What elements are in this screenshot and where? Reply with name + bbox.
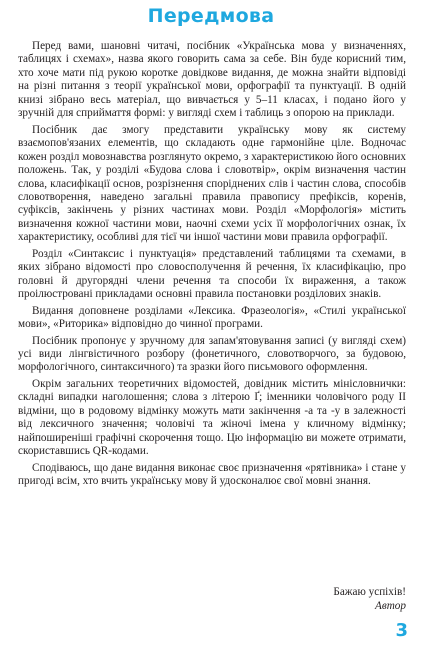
paragraph: Окрім загальних теоретичних відомостей, довідник містить мінісловнички: складні випадки наголошення; слова з літерою Ґ; іменники чоловічого роду ІІ відміни, що в родовому відмінку можуть мати закінчення -а та -у в залежності від лексичного значення; чоловічі та жіночі імена у кличному відмінку; найпоширеніші графічні скорочення тощо. Цю інформацію ви можете отримати, скориставшись QR-кодами. xyxy=(18,377,406,458)
closing-wish: Бажаю успіхів! xyxy=(333,586,406,598)
preface-body xyxy=(18,40,406,492)
paragraph: Посібник дає змогу представити українську мову як систему взаємопов'язаних елементів, що складають одне гармонійне ціле. Водночас кожен розділ мовознавства розглянуто окремо, з характеристикою його основних положень. Так, у розділі «Будова слова і словотвір», окрім визначення частин слова, класифікації основ, розрізнення споріднених слів і частин слова, способів словотворення, наведено загальні правила правопису префіксів, коренів, суфіксів, закінчень у різних частинах мови. Розділ «Морфологія» містить визначення кожної частини мови, наочні схеми усіх її морфологічних ознак, їх характеристику, особливі для тієї чи іншої частини мови правила орфографії. xyxy=(18,123,406,244)
paragraph: Посібник пропонує у зручному для запам'ятовування записі (у вигляді схем) усі види лінгвістичного розбору (фонетичного, словотворчого, за будовою, морфологічного, синтаксичного) та зразки його письмового оформлення. xyxy=(18,334,406,374)
paragraph: Розділ «Синтаксис і пунктуація» представлений таблицями та схемами, в яких зібрано відомості про словосполучення й речення, їх класифікацію, про головні й другорядні члени речення та способи їх вираження, а також проілюстровані прикладами основні правила постановки розділових знаків. xyxy=(18,247,406,301)
paragraph: Сподіваюсь, що дане видання виконає своє призначення «рятівника» і стане у пригоді всім, хто вчить українську мову й удосконалює свої мовні знання. xyxy=(18,461,406,488)
paragraph: Перед вами, шановні читачі, посібник «Українська мова у визначеннях, таблицях і схемах», назва якого говорить сама за себе. Він буде корисний тим, хто хоче мати під рукою коротке довідкове видання, де можна знайти відповіді на різні питання з теорії української мови, орфографії та пунктуації. В одній книзі зібрано весь матеріал, що вивчається у 5–11 класах, і подано його у зручній для сприймаття формі: у вигляді схем і таблиць з опорою на приклади. xyxy=(18,40,406,120)
paragraph: Видання доповнене розділами «Лексика. Фразеологія», «Стилі української мови», «Риторика» відповідно до чинної програми. xyxy=(18,304,406,331)
page-number: 3 xyxy=(395,620,408,641)
signoff xyxy=(333,586,406,613)
author-signature: Автор xyxy=(375,599,406,612)
page-title: Передмова xyxy=(147,5,275,27)
